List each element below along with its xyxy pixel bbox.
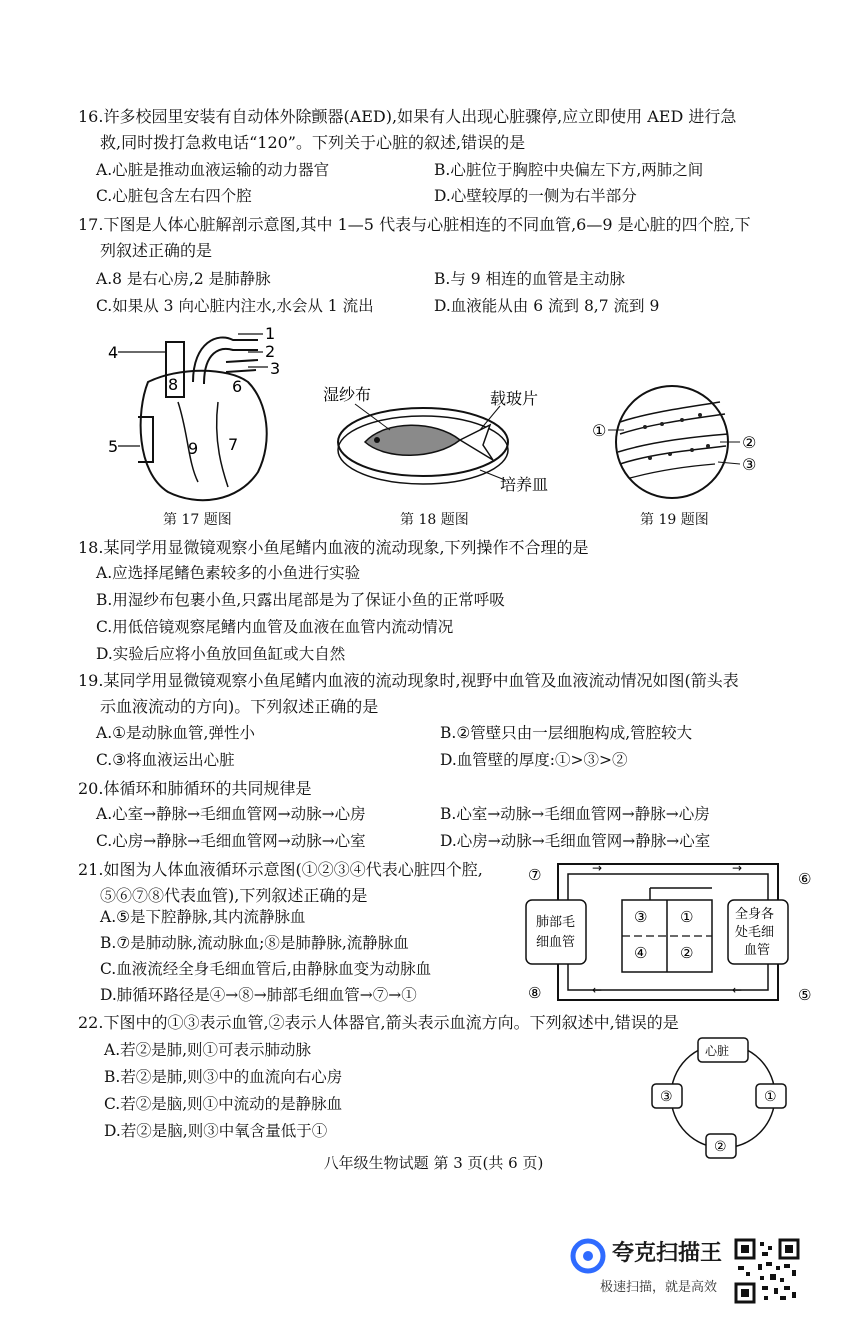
q17-option-c: C.如果从 3 向心脏内注水,水会从 1 流出 bbox=[96, 297, 374, 315]
q19-option-b: B.②管壁只由一层细胞构成,管腔较大 bbox=[440, 724, 693, 742]
fig19-caption: 第 19 题图 bbox=[640, 512, 709, 528]
q22-stem: 22.下图中的①③表示血管,②表示人体器官,箭头表示血流方向。下列叙述中,错误的是 bbox=[78, 1013, 679, 1032]
q18-option-d: D.实验后应将小鱼放回鱼缸或大自然 bbox=[96, 645, 346, 663]
question-16 bbox=[78, 104, 798, 156]
svg-text:←: ← bbox=[732, 983, 743, 997]
question-22 bbox=[78, 1010, 798, 1036]
chamber-3: ③ bbox=[634, 908, 648, 926]
fig18-caption: 第 18 题图 bbox=[400, 512, 469, 528]
svg-text:→: → bbox=[592, 861, 603, 875]
cycle-diagram bbox=[648, 1034, 798, 1164]
label-wet-cloth: 湿纱布 bbox=[323, 385, 372, 404]
fig19-label-3: ③ bbox=[742, 455, 757, 474]
q17-option-a: A.8 是右心房,2 是肺静脉 bbox=[96, 270, 271, 288]
q21-option-d: D.肺循环路径是④→⑧→肺部毛细血管→⑦→① bbox=[100, 986, 417, 1004]
q18-option-c: C.用低倍镜观察尾鳍内血管及血液在血管内流动情况 bbox=[96, 618, 454, 636]
q20-option-b: B.心室→动脉→毛细血管网→静脉→心房 bbox=[440, 805, 710, 823]
brand-name: 夸克扫描王 bbox=[612, 1241, 723, 1266]
cycle-node-1: ① bbox=[764, 1089, 777, 1105]
fig19-label-1: ① bbox=[592, 421, 607, 440]
q22-option-b: B.若②是肺,则③中的血流向右心房 bbox=[104, 1068, 343, 1086]
brand-logo-icon bbox=[570, 1238, 606, 1274]
svg-text:←: ← bbox=[592, 983, 603, 997]
q22-option-a: A.若②是肺,则①可表示肺动脉 bbox=[104, 1041, 312, 1059]
q17-stem-line2: 列叙述正确的是 bbox=[100, 241, 213, 260]
question-19 bbox=[78, 668, 798, 720]
q19-option-d: D.血管壁的厚度:①>③>② bbox=[440, 751, 628, 769]
chamber-4: ④ bbox=[634, 944, 648, 962]
q21-stem-line2: ⑤⑥⑦⑧代表血管),下列叙述正确的是 bbox=[100, 886, 368, 905]
vessel-7: ⑦ bbox=[528, 866, 542, 884]
q21-option-c: C.血液流经全身毛细血管后,由静脉血变为动脉血 bbox=[100, 960, 432, 978]
lung-label-2: 细血管 bbox=[536, 935, 576, 950]
label-dish: 培养皿 bbox=[500, 475, 549, 494]
circulation-diagram bbox=[522, 858, 822, 1008]
cycle-heart-label: 心脏 bbox=[705, 1044, 730, 1058]
heart-diagram bbox=[108, 322, 298, 507]
q18-option-b: B.用湿纱布包裹小鱼,只露出尾部是为了保证小鱼的正常呼吸 bbox=[96, 591, 505, 609]
q16-stem-line2: 救,同时拨打急救电话“120”。下列关于心脏的叙述,错误的是 bbox=[100, 133, 526, 152]
body-label-3: 血管 bbox=[744, 943, 771, 958]
q16-option-d: D.心壁较厚的一侧为右半部分 bbox=[434, 187, 637, 205]
q16-stem-line1: 16.许多校园里安装有自动体外除颤器(AED),如果有人出现心脏骤停,应立即使用 AED 进行急 bbox=[78, 107, 737, 126]
chamber-2: ② bbox=[680, 944, 694, 962]
q17-stem-line1: 17.下图是人体心脏解剖示意图,其中 1—5 代表与心脏相连的不同血管,6—9 是心脏的四个腔,下 bbox=[78, 215, 751, 234]
question-17 bbox=[78, 212, 798, 264]
q18-stem: 18.某同学用显微镜观察小鱼尾鳍内血液的流动现象,下列操作不合理的是 bbox=[78, 538, 589, 557]
q18-option-a: A.应选择尾鳍色素较多的小鱼进行实验 bbox=[96, 564, 361, 582]
heart-label-5: 5 bbox=[108, 437, 119, 456]
vessel-microscope-diagram bbox=[590, 382, 770, 502]
heart-label-9: 9 bbox=[188, 439, 199, 458]
chamber-1: ① bbox=[680, 908, 694, 926]
q20-option-a: A.心室→静脉→毛细血管网→动脉→心房 bbox=[96, 805, 366, 823]
q19-stem-line2: 示血液流动的方向)。下列叙述正确的是 bbox=[100, 697, 379, 716]
heart-label-6: 6 bbox=[232, 377, 243, 396]
q21-stem-line1: 21.如图为人体血液循环示意图(①②③④代表心脏四个腔, bbox=[78, 860, 483, 879]
question-21 bbox=[78, 857, 518, 909]
question-18 bbox=[78, 535, 798, 561]
qr-code-icon bbox=[734, 1238, 800, 1304]
heart-label-3: 3 bbox=[270, 359, 281, 378]
q20-stem: 20.体循环和肺循环的共同规律是 bbox=[78, 779, 312, 798]
body-label-2: 处毛细 bbox=[735, 925, 775, 940]
q19-stem-line1: 19.某同学用显微镜观察小鱼尾鳍内血液的流动现象时,视野中血管及血液流动情况如图(箭头表 bbox=[78, 671, 739, 690]
lung-label-1: 肺部毛 bbox=[536, 915, 576, 930]
q16-option-c: C.心脏包含左右四个腔 bbox=[96, 187, 252, 205]
heart-label-8: 8 bbox=[168, 375, 179, 394]
q17-option-d: D.血液能从由 6 流到 8,7 流到 9 bbox=[434, 297, 660, 315]
vessel-8: ⑧ bbox=[528, 984, 542, 1002]
q19-option-a: A.①是动脉血管,弹性小 bbox=[96, 724, 255, 742]
q21-option-b: B.⑦是肺动脉,流动脉血;⑧是肺静脉,流静脉血 bbox=[100, 934, 409, 952]
cycle-node-3: ③ bbox=[660, 1089, 673, 1105]
heart-label-1: 1 bbox=[265, 324, 276, 343]
scanner-brand bbox=[570, 1238, 723, 1295]
q19-option-c: C.③将血液运出心脏 bbox=[96, 751, 235, 769]
fig17-caption: 第 17 题图 bbox=[163, 512, 232, 528]
vessel-6: ⑥ bbox=[798, 870, 812, 888]
heart-label-2: 2 bbox=[265, 342, 276, 361]
q16-option-b: B.心脏位于胸腔中央偏左下方,两肺之间 bbox=[434, 161, 704, 179]
body-label-1: 全身各 bbox=[735, 907, 775, 922]
cycle-node-2: ② bbox=[714, 1139, 727, 1155]
fig19-label-2: ② bbox=[742, 433, 757, 452]
q21-option-a: A.⑤是下腔静脉,其内流静脉血 bbox=[100, 908, 306, 926]
question-20 bbox=[78, 776, 798, 802]
q20-option-c: C.心房→静脉→毛细血管网→动脉→心室 bbox=[96, 832, 366, 850]
q22-option-c: C.若②是脑,则①中流动的是静脉血 bbox=[104, 1095, 343, 1113]
brand-slogan: 极速扫描，就是高效 bbox=[600, 1280, 718, 1295]
q17-option-b: B.与 9 相连的血管是主动脉 bbox=[434, 270, 626, 288]
page-footer: 八年级生物试题 第 3 页(共 6 页) bbox=[323, 1154, 544, 1172]
q16-option-a: A.心脏是推动血液运输的动力器官 bbox=[96, 161, 330, 179]
heart-label-4: 4 bbox=[108, 343, 119, 362]
fish-dish-diagram bbox=[315, 380, 565, 500]
svg-text:→: → bbox=[732, 861, 743, 875]
q20-option-d: D.心房→动脉→毛细血管网→静脉→心室 bbox=[440, 832, 711, 850]
vessel-5: ⑤ bbox=[798, 986, 812, 1004]
heart-label-7: 7 bbox=[228, 435, 239, 454]
label-slide: 载玻片 bbox=[490, 389, 539, 408]
q22-option-d: D.若②是脑,则③中氧含量低于① bbox=[104, 1122, 328, 1140]
